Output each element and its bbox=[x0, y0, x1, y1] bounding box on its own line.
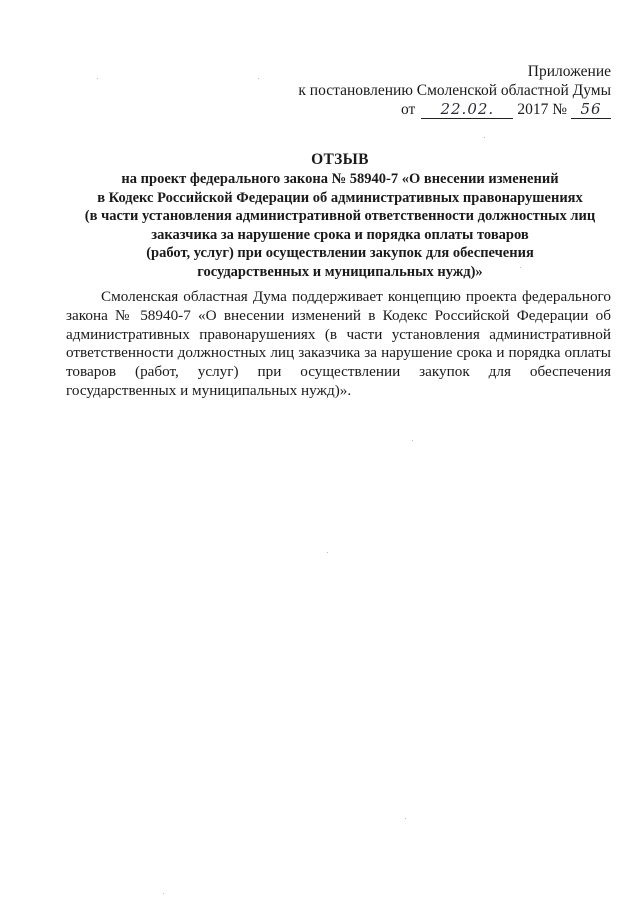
handwritten-date: 22.02. bbox=[421, 101, 513, 119]
body-line: государственных и муниципальных нужд)». bbox=[66, 381, 352, 399]
heading-line: (работ, услуг) при осуществлении закупок для обеспечения bbox=[146, 245, 534, 262]
scan-speck bbox=[258, 78, 259, 79]
year-and-number-label: 2017 № bbox=[517, 101, 567, 118]
annex-subtitle: к постановлению Смоленской областной Думы bbox=[298, 82, 611, 99]
body-line: Смоленская областная Дума поддерживает концепцию проекта федерального bbox=[101, 288, 611, 305]
body-line: ответственности должностных лиц заказчика за нарушение срока и порядка оплаты bbox=[66, 344, 611, 362]
heading-line: государственных и муниципальных нужд)» bbox=[197, 263, 483, 280]
heading-line: заказчика за нарушение срока и порядка оплаты товаров bbox=[151, 226, 529, 243]
body-line: административных правонарушениях (в части установления административной bbox=[66, 325, 611, 343]
scan-speck bbox=[163, 893, 164, 894]
handwritten-number: 56 bbox=[571, 101, 611, 119]
scan-speck bbox=[405, 818, 406, 819]
heading-line: в Кодекс Российской Федерации об административных правонарушениях bbox=[97, 189, 583, 206]
annex-date-row bbox=[298, 100, 611, 119]
heading-line: (в части установления административной ответственности должностных лиц bbox=[84, 208, 596, 225]
scan-speck bbox=[412, 440, 413, 441]
body-line: товаров (работ, услуг) при осуществлении закупок для обеспечения bbox=[66, 363, 611, 381]
scan-speck bbox=[97, 78, 98, 79]
annex-block bbox=[298, 62, 611, 119]
date-prefix: от bbox=[401, 101, 416, 118]
body-line: закона № 58940-7 «О внесении изменений в Кодекс Российской Федерации об bbox=[66, 306, 611, 324]
scan-speck bbox=[520, 267, 521, 268]
document-heading bbox=[40, 150, 640, 282]
body-paragraph bbox=[66, 288, 611, 401]
heading-title: ОТЗЫВ bbox=[311, 151, 369, 168]
scan-speck bbox=[327, 552, 328, 553]
annex-title: Приложение bbox=[527, 63, 611, 80]
heading-line: на проект федерального закона № 58940-7 «О внесении изменений bbox=[121, 171, 559, 187]
scan-speck bbox=[484, 137, 485, 138]
